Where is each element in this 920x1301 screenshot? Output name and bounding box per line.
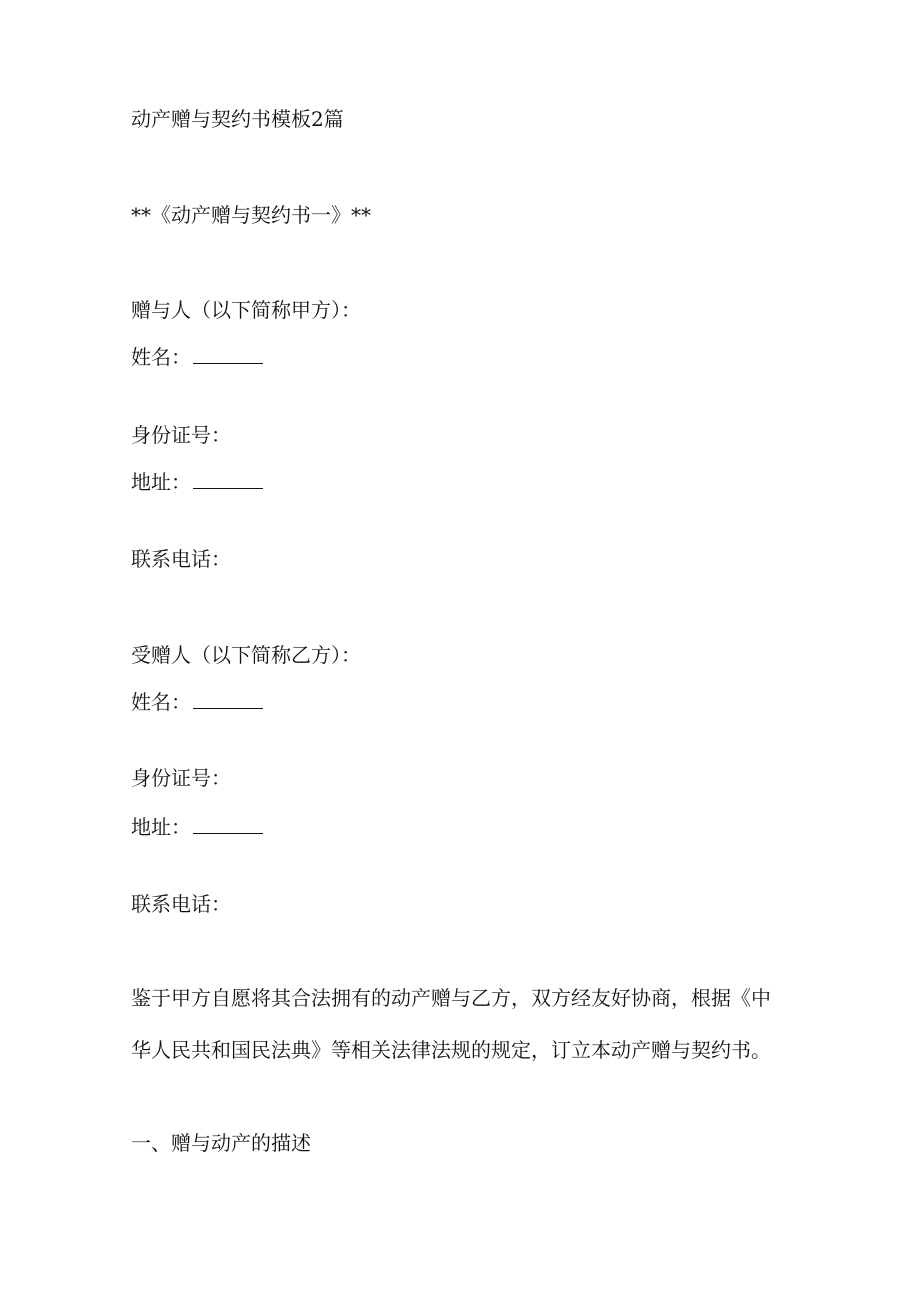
- donor-address-blank: [193, 470, 263, 489]
- donee-name-blank: [193, 690, 263, 709]
- preamble-line-1: 鉴于甲方自愿将其合法拥有的动产赠与乙方，双方经友好协商，根据《中: [131, 986, 771, 1010]
- donee-address-field: [131, 813, 263, 841]
- clause-1-heading: 一、赠与动产的描述: [131, 1131, 311, 1155]
- donee-address-blank: [193, 815, 263, 834]
- donee-heading: 受赠人（以下简称乙方）：: [131, 643, 361, 667]
- donor-name-blank: [193, 345, 263, 364]
- donee-name-label: 姓名：: [131, 690, 191, 714]
- donor-name-label: 姓名：: [131, 345, 191, 369]
- document-title: 动产赠与契约书模板2篇: [131, 107, 344, 131]
- donee-id-label: 身份证号：: [131, 766, 231, 790]
- donor-heading: 赠与人（以下简称甲方）：: [131, 298, 361, 322]
- preamble-line-2: 华人民共和国民法典》等相关法律法规的规定，订立本动产赠与契约书。: [131, 1038, 771, 1062]
- donor-id-label: 身份证号：: [131, 423, 231, 447]
- donor-phone-label: 联系电话：: [131, 547, 231, 571]
- donor-name-field: [131, 343, 263, 371]
- donor-address-label: 地址：: [131, 470, 191, 494]
- donor-address-field: [131, 468, 263, 496]
- donee-address-label: 地址：: [131, 815, 191, 839]
- donee-phone-label: 联系电话：: [131, 892, 231, 916]
- section-title: **《动产赠与契约书一》**: [131, 203, 371, 227]
- donee-name-field: [131, 688, 263, 716]
